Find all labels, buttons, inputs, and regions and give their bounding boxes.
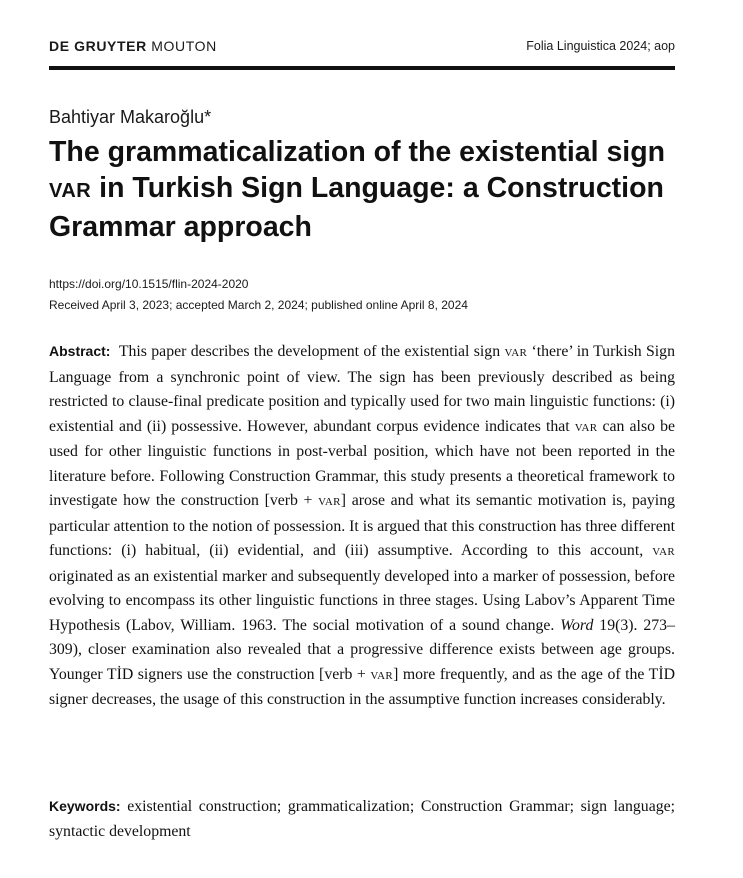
- publisher-name-bold: DE GRUYTER: [49, 38, 147, 54]
- keywords-label: Keywords:: [49, 798, 121, 814]
- sign-var: VAR: [574, 421, 598, 434]
- sign-var: VAR: [652, 546, 675, 558]
- running-header: [49, 38, 675, 58]
- abstract: [49, 339, 675, 713]
- abstract-label: Abstract:: [49, 343, 111, 359]
- title-sign-var: VAR: [49, 180, 92, 202]
- abstract-text: ] arose and what its semantic motivation is, paying particular attention to the notion of possession. It is argued that this construction has three different functions: (i) habitual, (ii) evidential, and (iii) assumptive. According to this account,: [49, 492, 675, 559]
- title-text-1: The grammaticalization of the existential sign: [49, 136, 666, 168]
- sign-var: VAR: [504, 347, 528, 359]
- abstract-text: originated as an existential marker and subsequently developed into a marker of possession, before evolving to encompass its other linguistic functions in three stages. Using Labov’s Apparent Time Hypothesis (Labov, William. 1963. The social motivation of a sound change.: [49, 567, 675, 634]
- publication-dates: Received April 3, 2023; accepted March 2, 2024; published online April 8, 2024: [49, 298, 468, 312]
- abstract-text: 19(3). 273–309), closer examination also revealed that a progressive difference exists between age groups. Younger TİD signers use the construction [verb +: [49, 616, 675, 683]
- author-name: Bahtiyar Makaroğlu*: [49, 107, 212, 127]
- publisher-name-regular: MOUTON: [151, 38, 217, 54]
- journal-title-word: Word: [560, 616, 594, 634]
- header-rule: [49, 66, 675, 70]
- doi-link[interactable]: https://doi.org/10.1515/flin-2024-2020: [49, 277, 249, 291]
- sign-var: VAR: [370, 669, 394, 682]
- keywords-text: existential construction; grammaticalization; Construction Grammar; sign language; syntactic development: [49, 798, 676, 840]
- abstract-text: ] more frequently, and as the age of the TİD signer decreases, the usage of this construction in the assumptive function increases considerably.: [49, 665, 675, 708]
- sign-var: VAR: [318, 496, 341, 508]
- abstract-text: ‘there’ in Turkish Sign Language from a synchronic point of view. The sign has been previously described as being restricted to clause-final predicate position and typically used for two main linguistic functions: (i) existential and (ii) possessive. However, abundant corpus evidence indicates that: [49, 343, 675, 435]
- journal-citation: Folia Linguistica 2024; aop: [526, 39, 675, 53]
- title-text-2: in Turkish Sign Language: a Construction Grammar approach: [49, 172, 664, 243]
- publisher-logo: [49, 38, 217, 54]
- article-metadata: [49, 274, 468, 316]
- keywords: [49, 794, 675, 844]
- article-title: [49, 134, 675, 245]
- abstract-text: This paper describes the development of the existential sign: [118, 343, 505, 360]
- abstract-text: can also be used for other linguistic functions in post-verbal position, which have not been reported in the literature before. Following Construction Grammar, this study presents a theoretical framework to investigate how the construction [verb +: [49, 417, 675, 509]
